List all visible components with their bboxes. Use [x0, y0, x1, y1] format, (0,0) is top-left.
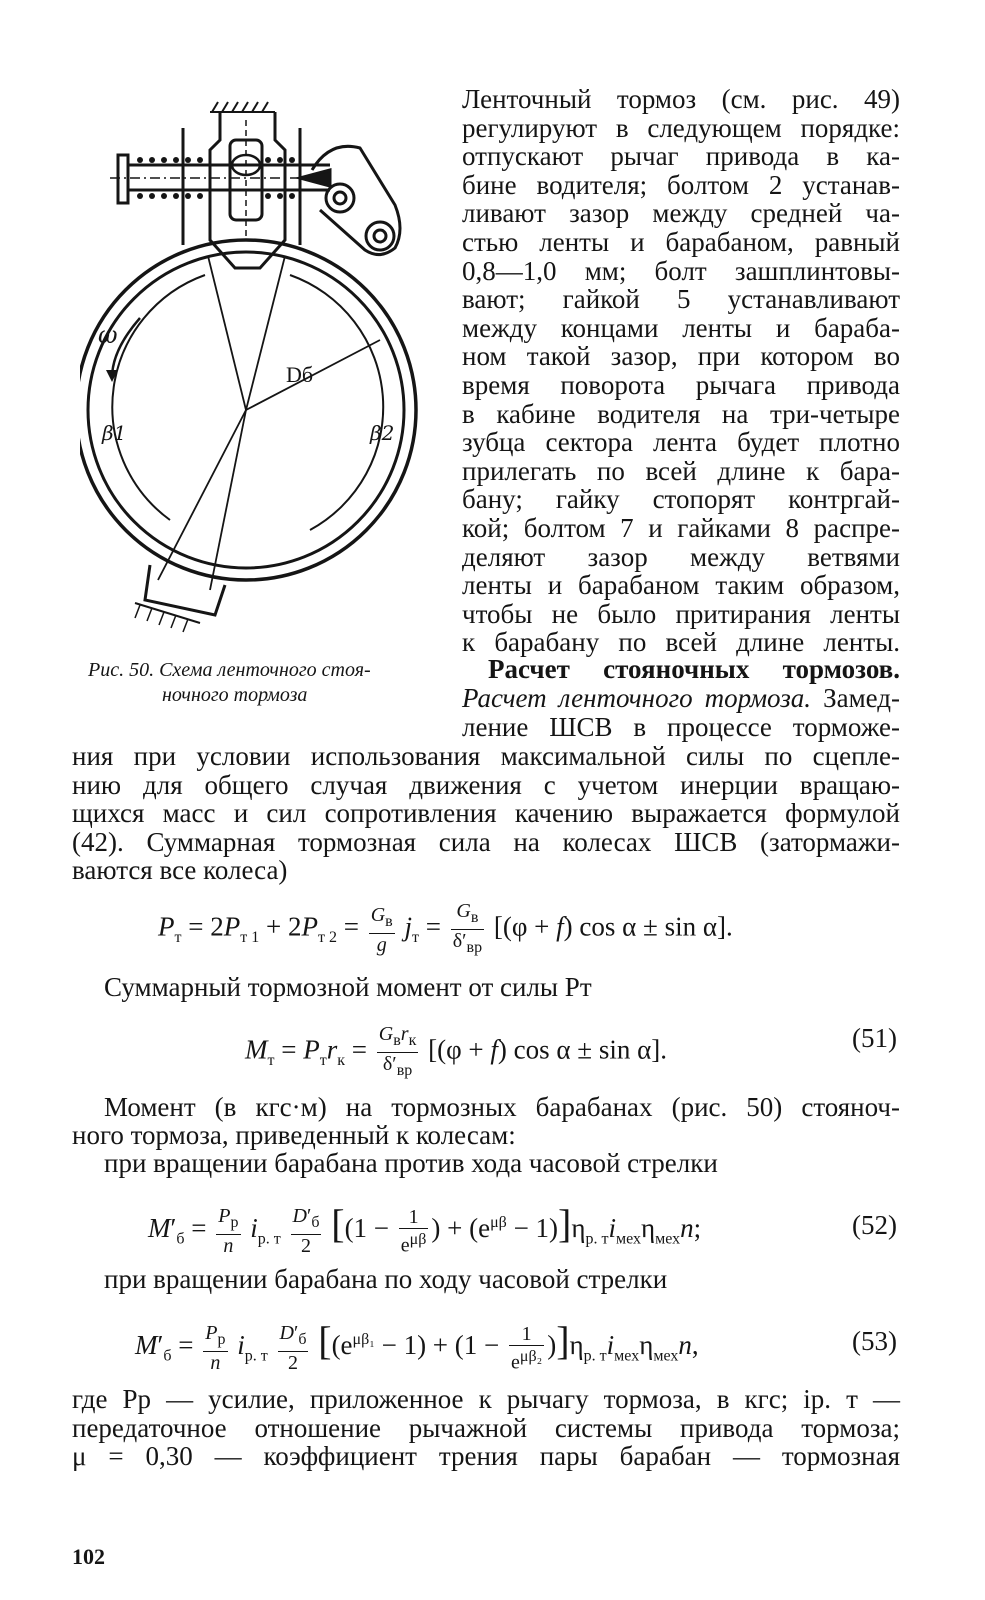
equation-pt: $P_т = 2P_{т 1} + 2P_{т 2}$ = $\frac{G_в}{g}$ $j_т$ = $\frac{G_в}{\delta'_{вр}}$ [(φ + f) cos α ± sin α].	[158, 900, 733, 956]
lever-assembly	[300, 146, 400, 254]
right-column-line: кой; болтом 7 и гайками 8 распре-	[462, 513, 900, 543]
text-ccw: при вращении барабана против хода часовой стрелки	[104, 1148, 718, 1178]
bottom-line: μ = 0,30 — коэффициент трения пары барабан — тормозная	[72, 1441, 900, 1472]
page-number: 102	[72, 1544, 105, 1569]
bottom-line: передаточное отношение рычажной системы привода тормоза;	[72, 1412, 900, 1443]
right-column-2-line: ление ШСВ в процессе торможе-	[462, 712, 900, 742]
right-column-line: чтобы не было притирания ленты	[462, 598, 900, 629]
eq53-number: (53)	[852, 1326, 897, 1356]
text-moment: Суммарный тормозной момент от силы Pт	[104, 972, 592, 1002]
right-column-line: вают; гайкой 5 устанавливают	[462, 284, 900, 315]
right-column-line: 0,8—1,0 мм; болт зашплинтовы-	[462, 255, 900, 286]
right-column-line: Ленточный тормоз (см. рис. 49)	[462, 84, 900, 114]
beta2-label: β2	[370, 421, 395, 445]
right-column-line: стью ленты и барабаном, равный	[462, 227, 900, 257]
right-column-line: к барабану по всей длине ленты.	[462, 627, 900, 658]
right-column-line: время поворота рычага привода	[462, 370, 900, 400]
figure-caption-2: ночного тормоза	[162, 684, 308, 706]
top-support	[210, 102, 275, 112]
right-column-line: отпускают рычаг привода в ка-	[462, 141, 900, 172]
right-column-line: бине водителя; болтом 2 устанав-	[462, 169, 900, 200]
right-column-line: регулируют в следующем порядке:	[462, 112, 900, 143]
subsection-tail: Замед-	[823, 683, 901, 713]
section-heading: Расчет стояночных тормозов.	[488, 654, 900, 684]
text-cw: при вращении барабана по ходу часовой стрелки	[104, 1264, 668, 1294]
omega-label: ω	[98, 321, 118, 349]
subsection-line	[462, 683, 900, 713]
diameter-label: Dб	[286, 362, 314, 387]
right-column-line: ном такой зазор, при котором во	[462, 341, 900, 372]
full-width-line: щихся масс и сил сопротивления качению выражается формулой	[72, 798, 900, 829]
subsection-heading: Расчет ленточного тормоза.	[462, 683, 811, 713]
full-width-line: нию для общего случая движения с учетом инерции вращаю-	[72, 769, 900, 800]
right-column-line: между концами ленты и бараба-	[462, 312, 900, 343]
right-column-line: зубца сектора лента будет плотно	[462, 427, 900, 458]
drum-outer	[80, 240, 416, 580]
right-column-line: в кабине водителя на три-четыре	[462, 398, 900, 429]
right-column-line: ливают зазор между средней ча-	[462, 198, 900, 229]
beta1-label: β1	[102, 421, 127, 445]
full-width-line: (42). Суммарная тормозная сила на колесах ШСВ (затормажи-	[72, 826, 900, 857]
right-column-line: ленты и барабаном таким образом,	[462, 570, 900, 601]
text-drum-1: Момент (в кгс·м) на тормозных барабанах (рис. 50) стояноч-	[104, 1092, 900, 1122]
right-column-line: прилегать по всей длине к бара-	[462, 455, 900, 486]
brake-diagram	[80, 88, 440, 648]
equation-51: $M_т = P_тr_к$ = $\frac{G_вr_к}{\delta'_{вр}}$ [(φ + f) cos α ± sin α].	[245, 1023, 668, 1079]
eq52-number: (52)	[852, 1210, 897, 1240]
right-column-line: деляют зазор между ветвями	[462, 541, 900, 572]
equation-52: $M'_б$ = $\frac{P_р}{n}$ $i_{р. т}$ $\frac{D'_б}{2}$ [(1 − $\frac{1}{e^{\mu\beta}}$ ) + $(e^{\mu\beta} - 1)]\eta_{р. т}i_{мех}\eta_{мех}n$;	[148, 1201, 702, 1257]
eq51-number: (51)	[852, 1023, 897, 1053]
full-width-line: ния при условии использования максимальной силы по сцепле-	[72, 741, 900, 771]
right-column-line: бану; гайку стопорят контргай-	[462, 484, 900, 515]
equation-53: $M'_б$ = $\frac{P_р}{n}$ $i_{р. т}$ $\frac{D'_б}{2}$ [$(e^{\mu\beta_1} - 1) + (1$ − $\frac{1}{e^{\mu\beta_2}}$ )]$\eta_{р. т}i_{мех}\eta_{мех}n$,	[135, 1318, 699, 1374]
figure-caption-1: Рис. 50. Схема ленточного стоя-	[88, 659, 371, 681]
text-drum-2: ного тормоза, приведенный к колесам:	[72, 1120, 516, 1150]
bottom-line: где Pр — усилие, приложенное к рычагу тормоза, в кгс; iр. т —	[72, 1384, 900, 1414]
full-width-line: ваются все колеса)	[72, 855, 288, 886]
